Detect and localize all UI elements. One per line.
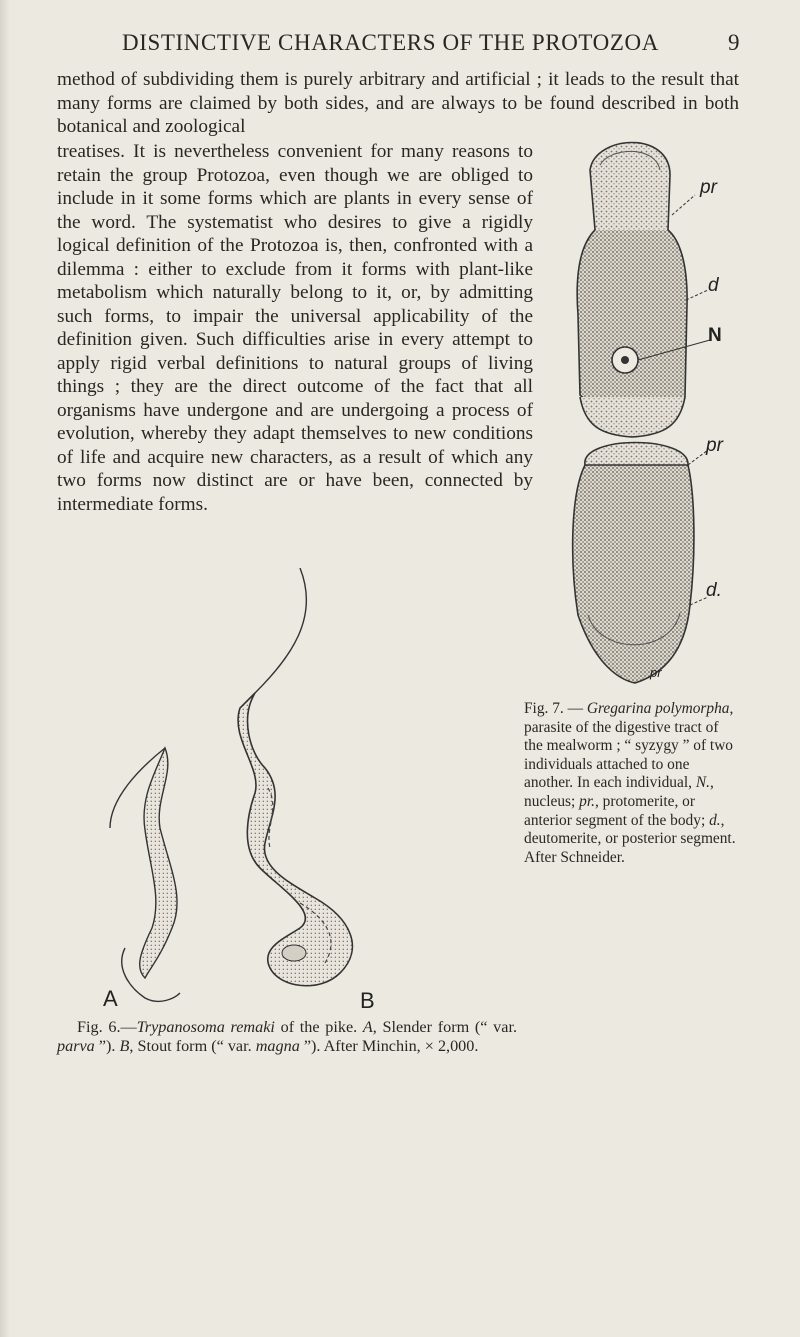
deutomerite-lower bbox=[573, 465, 694, 683]
caption7-t2: , nucleus; bbox=[524, 774, 714, 810]
caption7-n-abbr: N. bbox=[695, 774, 710, 792]
figure-7-caption bbox=[524, 700, 738, 867]
label-protomerite-lower: pr bbox=[706, 435, 723, 456]
caption7-species: Gregarina polymorpha bbox=[586, 700, 730, 717]
label-nucleus: N bbox=[708, 325, 722, 346]
body-paragraph-narrow: treatises. It is nevertheless convenient for many reasons to retain the group Protozoa, even though we are obliged to include in it some forms which are plants in every sense of the word. The systematist who desires to give a rigidly logical definition of the Protozoa is, then, confronted with a dilemma : either to exclude from it forms with plant-like metabolism which naturally belong to it, or, by admitting such forms, to impair the universal applicability of the definition given. Such difficulties arise in every attempt to apply rigid verbal definitions to natural groups of living things ; they are the direct outcome of the fact that all organisms have undergone and are undergoing a process of evolution, whereby they adapt themselves to new conditions of life and acquire new characters, as a result of which any two forms now distinct are or have been, connected by intermediate forms. bbox=[57, 141, 533, 515]
caption7-fig: Fig. 7. — bbox=[524, 700, 587, 717]
caption7-pr-abbr: pr. bbox=[579, 792, 595, 810]
page-gutter bbox=[0, 0, 10, 1337]
label-deutomerite-lower: d. bbox=[706, 580, 722, 601]
caption6-parva: parva bbox=[57, 1037, 95, 1055]
caption7-t3: , protomerite, or anterior segment of the body; bbox=[524, 792, 710, 829]
caption6-end: ”). After Minchin, × 2,000. bbox=[299, 1037, 479, 1055]
figure-6-caption bbox=[57, 1018, 517, 1056]
label-protomerite-upper: pr bbox=[700, 177, 717, 198]
label-b: B bbox=[360, 988, 375, 1013]
running-head: DISTINCTIVE CHARACTERS OF THE PROTOZOA bbox=[122, 30, 659, 55]
figure-7-gregarina bbox=[540, 135, 740, 685]
protomerite-upper bbox=[590, 143, 670, 238]
caption6-of: of the pike. bbox=[274, 1018, 363, 1036]
caption6-fig: Fig. 6.— bbox=[77, 1018, 137, 1036]
caption6-b-text: , Stout form (“ var. bbox=[129, 1037, 256, 1055]
label-a: A bbox=[103, 986, 118, 1011]
caption6-species: Trypanosoma remaki bbox=[136, 1018, 275, 1036]
caption7-t4: , deutomerite, or posterior segment. After Schneider. bbox=[524, 811, 736, 866]
page-number: 9 bbox=[728, 30, 740, 55]
caption6-after-parva: ”). bbox=[94, 1037, 120, 1055]
caption6-a-letter: A bbox=[362, 1018, 373, 1036]
deutomerite-upper bbox=[577, 230, 687, 411]
caption7-t1: , parasite of the digestive tract of the mealworm ; “ syzygy ” of two individuals attached to one another. In each individual, bbox=[524, 700, 734, 792]
page-header bbox=[0, 30, 800, 60]
body-paragraph-full-width: method of subdividing them is purely arbitrary and artificial ; it leads to the result that many forms are claimed by both sides, and are always to be found described in both botanical and zoological bbox=[57, 69, 739, 137]
caption6-magna: magna bbox=[255, 1037, 300, 1055]
trypanosoma-drawing bbox=[90, 568, 450, 1018]
label-deutomerite-upper: d bbox=[708, 275, 719, 296]
protomerite-lower bbox=[580, 397, 685, 437]
gregarina-drawing bbox=[540, 135, 740, 685]
caption7-d-abbr: d. bbox=[709, 811, 721, 829]
flagellum-b bbox=[255, 568, 306, 693]
caption6-a-text: , Slender form (“ var. bbox=[372, 1018, 517, 1036]
label-protomerite-small: pr bbox=[650, 665, 662, 680]
nucleus-b bbox=[282, 945, 306, 961]
trypanosoma-slender-form bbox=[140, 748, 177, 978]
trypanosoma-stout-form bbox=[238, 693, 352, 986]
caption6-b-letter: B bbox=[119, 1037, 130, 1055]
figure-6-trypanosoma bbox=[90, 568, 450, 1018]
